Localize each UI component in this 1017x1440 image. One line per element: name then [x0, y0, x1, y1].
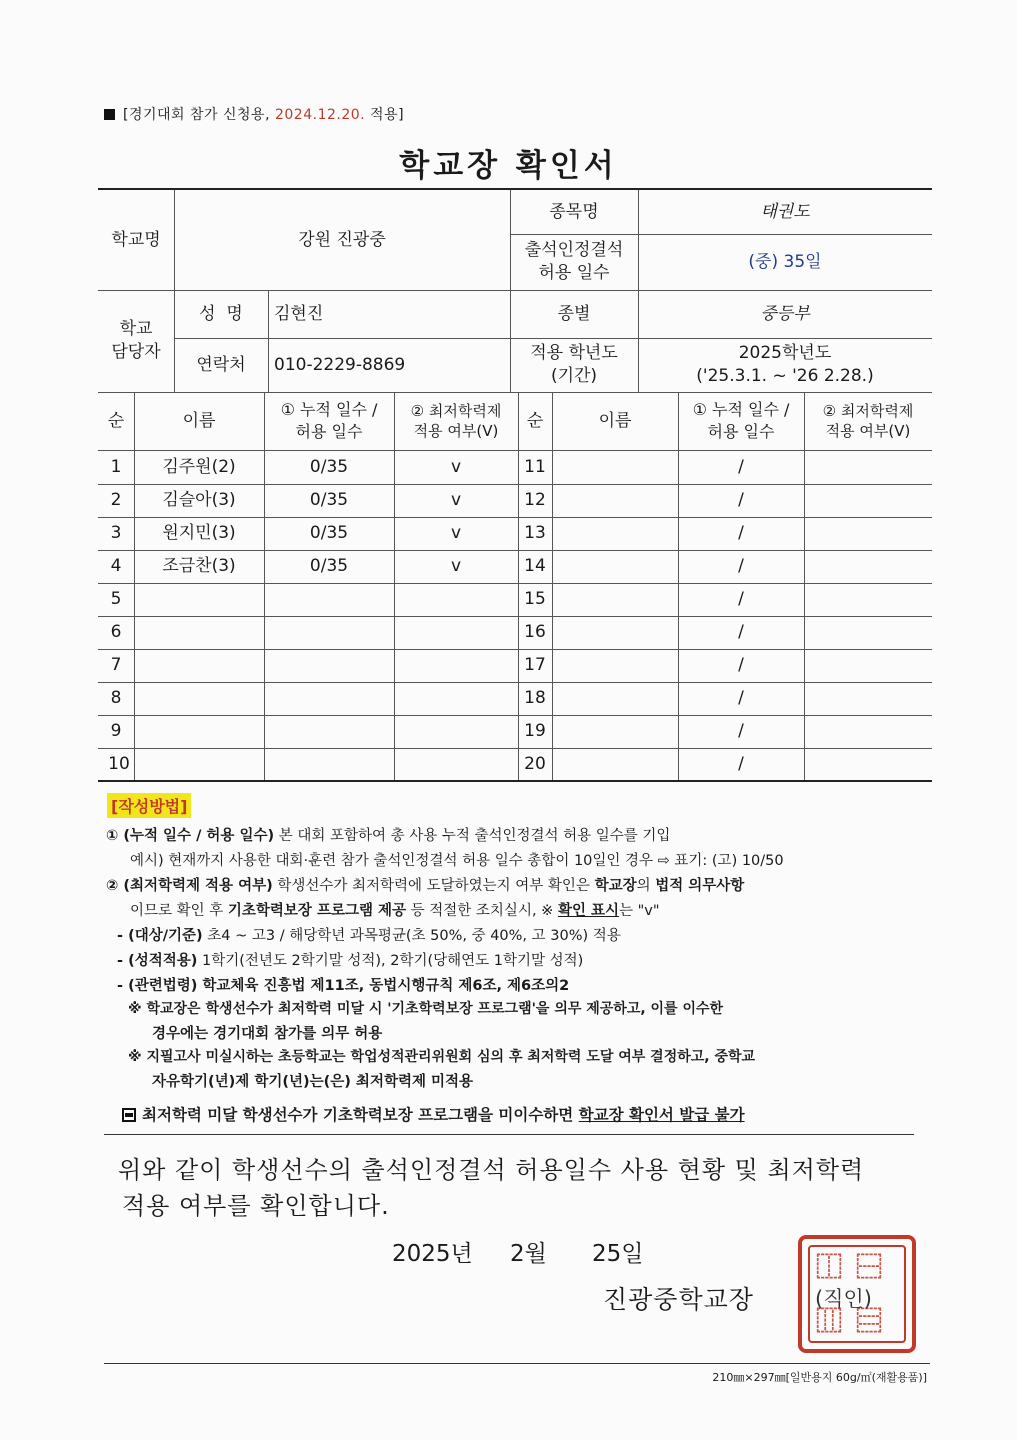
school-label: 학교명: [111, 229, 161, 250]
col-header-days-2: ① 누적 일수 / 허용 일수: [692, 400, 790, 441]
method-title: [작성방법]: [107, 793, 191, 818]
method-line-2: 예시) 현재까지 사용한 대회·훈련 참가 출석인정결석 허용 일수 총합이 10일인 경우 ⇨ 표기: (고) 10/50: [130, 853, 784, 869]
confirm-line-1: 위와 같이 학생선수의 출석인정결석 허용일수 사용 현황 및 최저학력: [118, 1156, 865, 1184]
method-line-7: - (관련법령) 학교체육 진흥법 제11조, 동법시행규칙 제6조, 제6조의2: [117, 978, 570, 994]
principal-title: 진광중학교장: [603, 1285, 754, 1314]
method-line-1: ① (누적 일수 / 허용 일수) 본 대회 포함하여 총 사용 누적 출석인정결석 허용 일수를 기입: [106, 828, 671, 844]
table-row-days: /: [738, 456, 744, 477]
table-row-days: 0/35: [309, 556, 349, 577]
method-line-10: ※ 지필고사 미실시하는 초등학교는 학업성적관리위원회 심의 후 최저학력 도달 여부 결정하고, 중학교: [128, 1049, 756, 1065]
table-row-days: 0/35: [309, 456, 349, 477]
header-note: [경기대회 참가 신청용, 2024.12.20. 적용]: [104, 104, 404, 124]
method-line-6: - (성적적용) 1학기(전년도 2학기말 성적), 2학기(당해연도 1학기말 성적): [117, 953, 584, 969]
col-header-min-2: ② 최저학력제 적용 여부(V): [822, 401, 914, 440]
table-row-no: 10: [108, 753, 130, 774]
method-line-8: ※ 학교장은 학생선수가 최저학력 미달 시 '기초학력보장 프로그램'을 의무 제공하고, 이를 이수한: [128, 1001, 724, 1017]
table-row-days: /: [738, 688, 744, 709]
manager-name-value: 김현진: [274, 303, 324, 324]
col-header-name: 이름: [182, 410, 216, 431]
method-line-11: 자유학기(년)제 학기(년)는(은) 최저학력제 미적용: [152, 1074, 474, 1090]
col-header-no-2: 순: [526, 410, 544, 431]
school-value: 강원 진광중: [298, 229, 386, 250]
table-row-check: v: [450, 523, 462, 544]
method-line-4: 이므로 확인 후 기초학력보장 프로그램 제공 등 적절한 조치실시, ※ 확인 표시는 "v": [130, 903, 660, 919]
col-header-no: 순: [107, 410, 125, 431]
table-row-no: 20: [524, 753, 546, 774]
table-row-check: v: [450, 456, 462, 477]
manager-label: 학교 담당자: [111, 319, 161, 362]
table-row-no: 11: [524, 456, 546, 477]
table-row-name: 김슬아(3): [162, 490, 236, 511]
table-row-days: /: [738, 655, 744, 676]
paper-spec: 210㎜×297㎜[일반용지 60g/㎡(재활용품)]: [712, 1371, 927, 1384]
page-title: 학교장 확인서: [399, 148, 618, 184]
table-row-days: 0/35: [309, 490, 349, 511]
table-row-days: /: [738, 490, 744, 511]
table-row-no: 2: [110, 490, 122, 511]
table-row-check: v: [450, 490, 462, 511]
square-bullet-icon: [104, 109, 115, 120]
arrow-box-icon: [122, 1108, 136, 1122]
table-row-name: 김주원(2): [162, 456, 236, 477]
manager-contact-value: 010-2229-8869: [274, 354, 406, 375]
table-row-days: /: [738, 589, 744, 610]
table-row-name: 조금찬(3): [162, 556, 236, 577]
table-row-no: 8: [110, 688, 122, 709]
table-row-no: 19: [524, 721, 546, 742]
date-year: 2025년: [392, 1241, 473, 1267]
sport-label: 종목명: [549, 201, 599, 222]
method-warning: 최저학력 미달 학생선수가 기초학력보장 프로그램을 미이수하면 학교장 확인서 발급 불가: [122, 1105, 745, 1127]
table-bottom-border: [98, 780, 932, 782]
year-label: 적용 학년도 (기간): [530, 343, 618, 386]
division-value: 중등부: [760, 303, 810, 324]
table-row-no: 14: [524, 556, 546, 577]
table-row-name: 원지민(3): [162, 523, 236, 544]
allowed-days-label: 출석인정결석 허용 일수: [524, 240, 624, 283]
year-value: 2025학년도 ('25.3.1. ~ '26 2.28.): [696, 343, 874, 386]
division-label: 종별: [557, 303, 591, 324]
method-line-5: - (대상/기준) 초4 ~ 고3 / 해당학년 과목평균(초 50%, 중 40%, 고 30%) 적용: [117, 928, 621, 944]
confirm-line-2: 적용 여부를 확인합니다.: [122, 1192, 390, 1220]
table-row-days: /: [738, 523, 744, 544]
method-line-3: ② (최저학력제 적용 여부) 학생선수가 최저학력에 도달하였는지 여부 확인은 학교장의 법적 의무사항: [106, 878, 745, 894]
table-row-no: 15: [524, 589, 546, 610]
table-row-days: /: [738, 622, 744, 643]
table-row-no: 5: [110, 589, 122, 610]
table-row-days: /: [738, 721, 744, 742]
table-row-no: 18: [524, 688, 546, 709]
manager-name-label: 성 명: [199, 303, 243, 324]
table-row-check: v: [450, 556, 462, 577]
date-month: 2월: [510, 1241, 547, 1267]
table-row-days: /: [738, 753, 744, 774]
table-row-no: 17: [524, 655, 546, 676]
table-row-no: 6: [110, 622, 122, 643]
table-row-no: 9: [110, 721, 122, 742]
table-row-no: 4: [110, 556, 122, 577]
table-row-days: 0/35: [309, 523, 349, 544]
table-row-no: 3: [110, 523, 122, 544]
official-seal-icon: ⿰ ⿱ ⿲ ⿳: [798, 1235, 916, 1353]
table-row-no: 13: [524, 523, 546, 544]
seal-label: (직인): [815, 1287, 872, 1311]
col-header-min: ② 최저학력제 적용 여부(V): [410, 401, 502, 440]
table-row-no: 7: [110, 655, 122, 676]
table-row-no: 1: [110, 456, 122, 477]
table-row-no: 12: [524, 490, 546, 511]
header-date: 2024.12.20.: [274, 107, 366, 123]
col-header-days: ① 누적 일수 / 허용 일수: [280, 400, 378, 441]
allowed-days-value: (중) 35일: [748, 251, 822, 272]
sport-value: 태권도: [760, 201, 810, 222]
col-header-name-2: 이름: [598, 410, 632, 431]
table-row-days: /: [738, 556, 744, 577]
table-row-no: 16: [524, 622, 546, 643]
date-day: 25일: [592, 1241, 644, 1267]
manager-contact-label: 연락처: [196, 354, 246, 375]
method-line-9: 경우에는 경기대회 참가를 의무 허용: [152, 1026, 383, 1042]
